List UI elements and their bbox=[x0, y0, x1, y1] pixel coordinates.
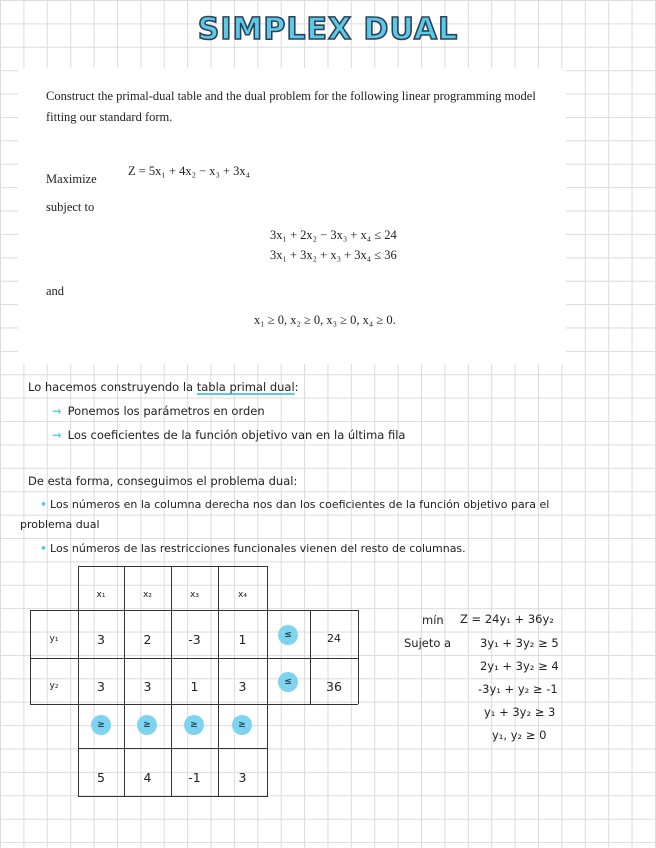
geq-badge: ≥ bbox=[137, 715, 157, 735]
dual-nonnegativity: y₁, y₂ ≥ 0 bbox=[492, 728, 547, 742]
note-bullet-2 bbox=[52, 428, 405, 442]
col-header-x3: x₃ bbox=[190, 590, 199, 600]
col-header-x4: x₄ bbox=[238, 590, 247, 600]
table-line bbox=[267, 566, 268, 796]
note-bullet-3-cont: problema dual bbox=[20, 518, 100, 531]
note-line-1-prefix: Lo hacemos construyendo la bbox=[28, 380, 197, 394]
table-line bbox=[78, 796, 268, 797]
primal-constraint-1: 3x₁ + 2x₂ − 3x₃ + x₄ ≤ 24 bbox=[270, 228, 397, 242]
arrow-icon: → bbox=[52, 404, 62, 418]
note-bullet-3 bbox=[40, 498, 549, 511]
problem-intro: Construct the primal-dual table and the dual problem for the following linear programming model fitting our standard form. bbox=[46, 89, 536, 124]
table-cell: -3 bbox=[188, 632, 201, 647]
table-cell: 1 bbox=[238, 632, 247, 647]
arrow-icon: → bbox=[52, 428, 62, 442]
note-line-2: De esta forma, conseguimos el problema dual: bbox=[28, 474, 298, 488]
rhs-value: 24 bbox=[327, 632, 341, 645]
leq-badge: ≤ bbox=[278, 625, 298, 645]
table-line bbox=[30, 704, 358, 705]
page-title: SIMPLEX DUAL bbox=[197, 12, 459, 47]
dual-min-label: mín bbox=[422, 613, 444, 627]
primal-objective: Z = 5x₁ + 4x₂ − x₃ + 3x₄ bbox=[128, 164, 251, 178]
dual-constraint: -3y₁ + y₂ ≥ -1 bbox=[478, 682, 558, 696]
note-bullet-4 bbox=[40, 542, 466, 555]
table-cell: 3 bbox=[238, 679, 247, 694]
dual-objective: Z = 24y₁ + 36y₂ bbox=[460, 612, 554, 626]
note-highlight: tabla primal dual bbox=[196, 380, 295, 394]
table-cell: 1 bbox=[190, 679, 199, 694]
row-label-y1: y₁ bbox=[49, 634, 59, 644]
problem-statement bbox=[18, 68, 566, 364]
dual-subject-label: Sujeto a bbox=[404, 636, 452, 650]
table-line bbox=[358, 610, 359, 704]
objective-cell: 4 bbox=[143, 770, 152, 785]
dual-constraint: y₁ + 3y₂ ≥ 3 bbox=[484, 705, 556, 719]
subject-to-label: subject to bbox=[46, 200, 95, 214]
note-bullet-2-text: Los coeficientes de la función objetivo van en la última fila bbox=[67, 428, 406, 442]
primal-constraint-2: 3x₁ + 3x₂ + x₃ + 3x₄ ≤ 36 bbox=[270, 248, 397, 262]
table-cell: 2 bbox=[143, 632, 152, 647]
table-line bbox=[78, 748, 268, 749]
geq-badge: ≥ bbox=[232, 715, 252, 735]
objective-cell: 5 bbox=[97, 770, 105, 785]
note-bullet-1 bbox=[52, 404, 265, 418]
note-line-1 bbox=[28, 380, 299, 394]
and-label: and bbox=[46, 284, 65, 298]
note-bullet-4-text: Los números de las restricciones funcionales vienen del resto de columnas. bbox=[50, 542, 466, 555]
bullet-dot-icon: • bbox=[40, 542, 48, 555]
table-line bbox=[30, 658, 358, 659]
col-header-x2: x₂ bbox=[143, 590, 152, 600]
rhs-value: 36 bbox=[326, 679, 342, 694]
note-bullet-3-text: Los números en la columna derecha nos dan los coeficientes de la función objetivo para el bbox=[50, 498, 550, 511]
note-bullet-1-text: Ponemos los parámetros en orden bbox=[67, 404, 265, 418]
col-header-x1: x₁ bbox=[96, 590, 106, 600]
table-line bbox=[30, 610, 358, 611]
nonnegativity-constraints: x₁ ≥ 0, x₂ ≥ 0, x₃ ≥ 0, x₄ ≥ 0. bbox=[254, 313, 396, 327]
note-line-1-suffix: : bbox=[294, 380, 299, 394]
objective-cell: -1 bbox=[188, 770, 201, 785]
table-cell: 3 bbox=[143, 679, 152, 694]
maximize-label: Maximize bbox=[46, 172, 97, 186]
geq-badge: ≥ bbox=[91, 715, 111, 735]
table-cell: 3 bbox=[97, 632, 105, 647]
leq-badge: ≤ bbox=[278, 672, 298, 692]
table-cell: 3 bbox=[97, 679, 105, 694]
bullet-dot-icon: • bbox=[40, 498, 48, 511]
geq-badge: ≥ bbox=[184, 715, 204, 735]
objective-cell: 3 bbox=[238, 770, 247, 785]
table-line bbox=[78, 566, 268, 567]
dual-constraint: 2y₁ + 3y₂ ≥ 4 bbox=[480, 659, 559, 673]
dual-constraint: 3y₁ + 3y₂ ≥ 5 bbox=[480, 636, 559, 650]
row-label-y2: y₂ bbox=[49, 681, 59, 691]
